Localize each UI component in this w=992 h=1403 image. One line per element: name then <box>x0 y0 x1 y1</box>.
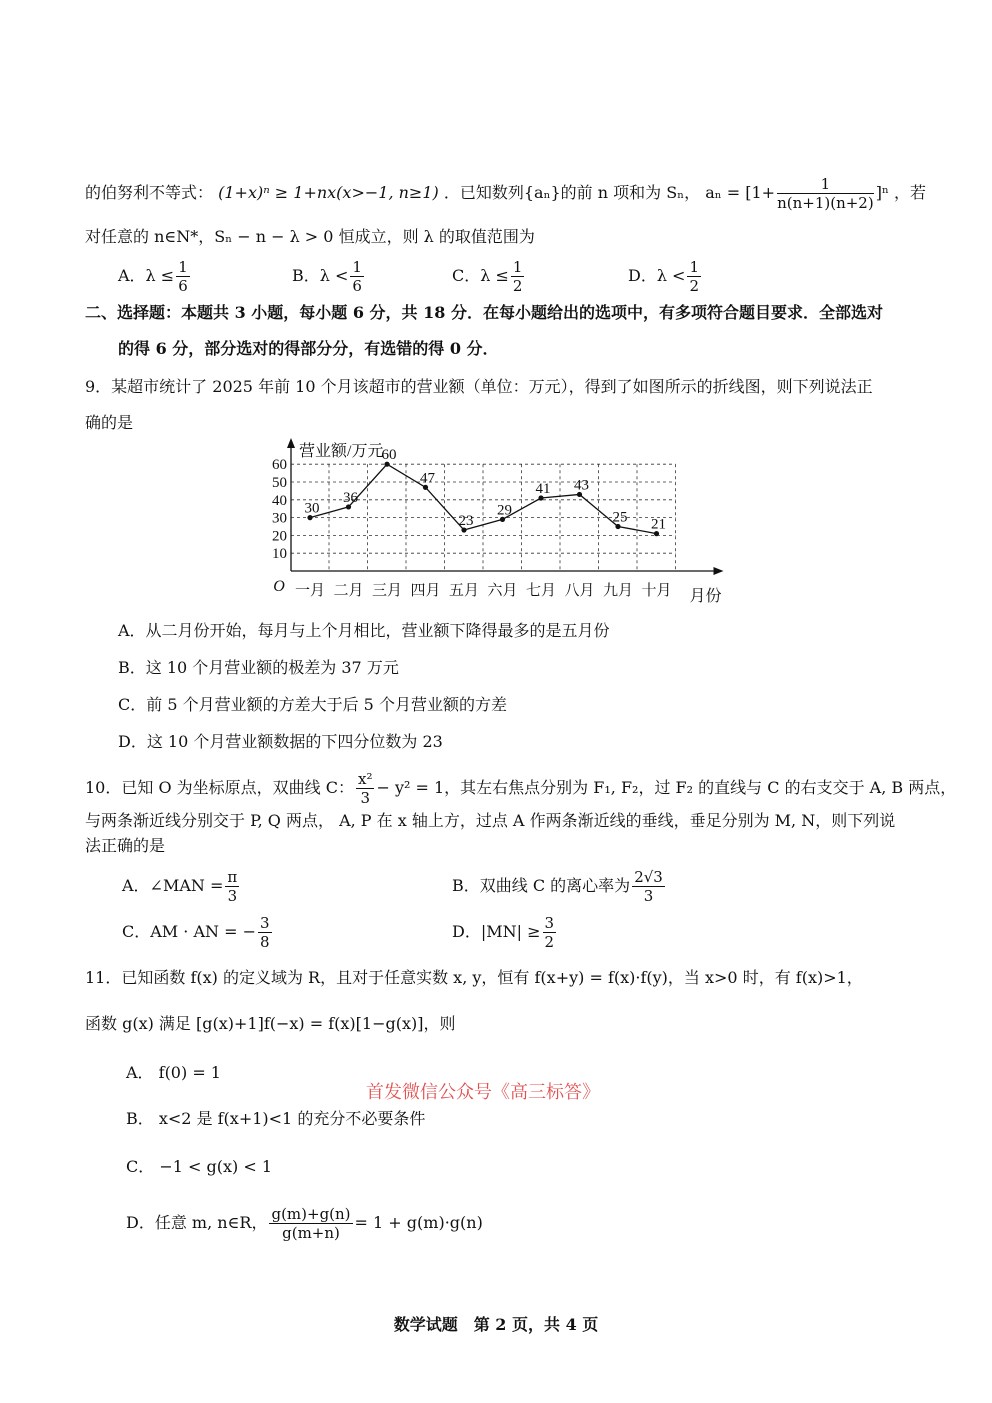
q8-option-c: C．λ ≤ $\frac{1}{2}$ <box>452 258 523 295</box>
data-label: 36 <box>343 489 358 506</box>
y-tick-label: 40 <box>272 492 287 509</box>
x-tick-label: 十月 <box>641 583 672 599</box>
q8-line2: 对任意的 n∈N*，Sₙ − n − λ > 0 恒成立，则 λ 的取值范围为 <box>85 227 535 246</box>
x-tick-label: 五月 <box>448 583 480 599</box>
q8-option-d: D．λ < $\frac{1}{2}$ <box>628 258 700 295</box>
data-label: 30 <box>304 500 320 517</box>
y-tick-label: 30 <box>272 510 287 527</box>
y-tick-label: 60 <box>272 457 287 474</box>
q9-option-a: A．从二月份开始，每月与上个月相比，营业额下降得最多的是五月份 <box>118 621 610 640</box>
x-axis-arrow <box>714 567 724 575</box>
q11-line1: 11．已知函数 f(x) 的定义域为 R，且对于任意实数 x, y，恒有 f(x+y) = f(x)·f(y)，当 x>0 时，有 f(x)>1， <box>85 968 863 987</box>
q10-option-a: A．∠MAN = $\frac{\pi}{3}$ <box>122 868 238 905</box>
series-line <box>310 464 657 533</box>
q10-option-c: C．AM · AN = − $\frac{3}{8}$ <box>122 914 270 951</box>
y-tick-label: 10 <box>272 546 287 563</box>
q9-line2: 确的是 <box>85 413 134 432</box>
sales-line-chart <box>262 438 732 613</box>
y-axis-arrow <box>287 438 295 448</box>
q11-option-c: C． −1 < g(x) < 1 <box>126 1157 273 1176</box>
watermark-text: 首发微信公众号《高三标答》 <box>366 1082 600 1103</box>
q11-line2: 函数 g(x) 满足 [g(x)+1]f(−x) = f(x)[1−g(x)]，则 <box>85 1014 456 1033</box>
data-label: 47 <box>420 470 435 487</box>
x-tick-label: 四月 <box>410 583 441 599</box>
origin-label: O <box>273 578 285 595</box>
y-tick-label: 20 <box>272 528 287 545</box>
page-footer: 数学试题 第 2 页，共 4 页 <box>393 1315 599 1334</box>
data-label: 25 <box>612 509 628 526</box>
x-tick-label: 一月 <box>294 583 326 599</box>
x-axis-label: 月份 <box>689 588 722 605</box>
q11-option-b: B． x<2 是 f(x+1)<1 的充分不必要条件 <box>126 1109 426 1128</box>
x-tick-label: 二月 <box>333 583 364 599</box>
section2-line1: 二、选择题：本题共 3 小题，每小题 6 分，共 18 分．在每小题给出的选项中，有多项符合题目要求．全部选对 <box>85 303 883 322</box>
q8-option-b: B．λ < $\frac{1}{6}$ <box>292 258 362 295</box>
x-tick-label: 三月 <box>371 583 403 599</box>
q9-option-c: C．前 5 个月营业额的方差大于后 5 个月营业额的方差 <box>118 695 507 714</box>
data-label: 43 <box>574 477 589 494</box>
data-label: 60 <box>381 447 397 464</box>
q10-option-d: D．|MN| ≥ $\frac{3}{2}$ <box>452 914 555 951</box>
q11-option-a: A． f(0) = 1 <box>126 1063 221 1082</box>
q10-line2: 与两条渐近线分别交于 P, Q 两点， A, P 在 x 轴上方，过点 A 作两条渐近线的垂线，垂足分别为 M, N，则下列说 <box>85 811 896 830</box>
q11-option-d: D．任意 m, n∈R， $\frac{g(m)+g(n)}{g(m+n)}$ = 1 + g(m)·g(n) <box>126 1205 483 1242</box>
q9-line1: 9．某超市统计了 2025 年前 10 个月该超市的营业额（单位：万元），得到了如图所示的折线图，则下列说法正 <box>85 377 873 396</box>
q8-line1: 的伯努利不等式： (1+x)ⁿ ≥ 1+nx(x>−1, n≥1) ．已知数列{aₙ}的前 n 项和为 Sₙ， aₙ = [1+ $\frac{1}{n(n+1)(n+2)}$ ]ⁿ ，若 <box>85 175 926 212</box>
data-label: 41 <box>535 481 551 498</box>
section2-line2: 的得 6 分，部分选对的得部分分，有选错的得 0 分． <box>118 339 499 358</box>
x-tick-label: 六月 <box>487 583 518 599</box>
q9-option-b: B．这 10 个月营业额的极差为 37 万元 <box>118 658 399 677</box>
q9-option-d: D．这 10 个月营业额数据的下四分位数为 23 <box>118 732 443 751</box>
q8-option-a: A．λ ≤ $\frac{1}{6}$ <box>118 258 188 295</box>
data-label: 23 <box>458 513 474 530</box>
q10-line1: 10．已知 O 为坐标原点，双曲线 C： $\frac{\text{x²}}{3}$ − y² = 1，其左右焦点分别为 F₁, F₂，过 F₂ 的直线与 C 的右支交于 A, B 两点， <box>85 770 957 807</box>
data-label: 21 <box>651 516 666 533</box>
y-tick-label: 50 <box>272 475 287 491</box>
x-tick-label: 八月 <box>564 583 595 599</box>
q10-line3: 法正确的是 <box>85 836 166 855</box>
x-tick-label: 九月 <box>602 583 634 599</box>
x-tick-label: 七月 <box>525 583 557 599</box>
q10-option-b: B．双曲线 C 的离心率为 $\frac{2√3}{3}$ <box>452 868 663 905</box>
y-axis-label: 营业额/万元 <box>299 443 384 460</box>
data-label: 29 <box>497 502 512 519</box>
